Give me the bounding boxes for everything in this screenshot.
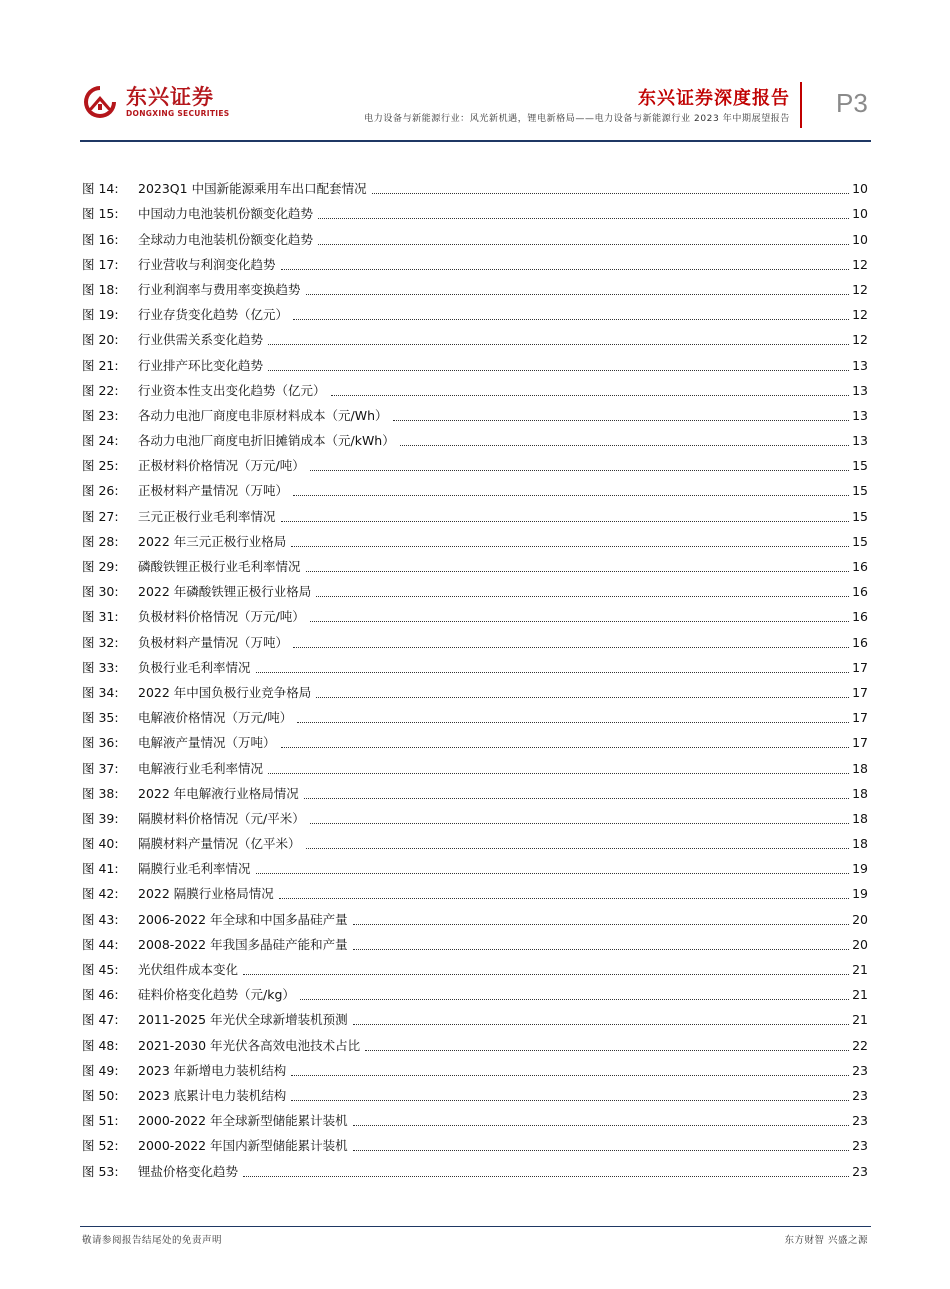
toc-entry[interactable] <box>82 1028 868 1053</box>
toc-figure-title[interactable]: 行业营收与利润变化趋势 <box>138 256 276 272</box>
toc-dot-leader <box>268 344 849 345</box>
toc-page-number[interactable]: 21 <box>852 1012 868 1028</box>
toc-entry[interactable] <box>82 323 868 348</box>
toc-dot-leader <box>304 798 849 799</box>
toc-dot-leader <box>372 193 850 194</box>
toc-entry[interactable] <box>82 1054 868 1079</box>
toc-figure-title[interactable]: 负极材料价格情况（万元/吨） <box>138 609 305 625</box>
toc-figure-label: 图 14: <box>82 181 119 197</box>
toc-entry[interactable] <box>82 600 868 625</box>
toc-dot-leader <box>306 571 850 572</box>
toc-figure-title[interactable]: 全球动力电池装机份额变化趋势 <box>138 231 314 247</box>
toc-entry[interactable] <box>82 978 868 1003</box>
toc-figure-title[interactable]: 2022 年磷酸铁锂正极行业格局 <box>138 584 312 600</box>
toc-figure-label: 图 27: <box>82 508 119 524</box>
report-brand-title: 东兴证券深度报告 <box>638 88 790 109</box>
toc-page-number[interactable]: 15 <box>852 533 868 549</box>
toc-figure-title[interactable]: 行业排产环比变化趋势 <box>138 357 264 373</box>
toc-figure-title[interactable]: 正极材料产量情况（万吨） <box>138 483 289 499</box>
toc-figure-label: 图 46: <box>82 987 119 1003</box>
toc-dot-leader <box>291 1075 849 1076</box>
toc-figure-label: 图 44: <box>82 936 119 952</box>
toc-page-number[interactable]: 23 <box>852 1113 868 1129</box>
toc-figure-label: 图 32: <box>82 634 119 650</box>
toc-entry[interactable] <box>82 172 868 197</box>
toc-figure-title[interactable]: 2000-2022 年全球新型储能累计装机 <box>138 1113 348 1129</box>
toc-figure-title[interactable]: 各动力电池厂商度电折旧摊销成本（元/kWh） <box>138 433 395 449</box>
toc-dot-leader <box>293 647 849 648</box>
toc-dot-leader <box>243 1176 849 1177</box>
toc-figure-label: 图 19: <box>82 307 119 323</box>
toc-figure-title[interactable]: 电解液产量情况（万吨） <box>138 735 276 751</box>
toc-page-number[interactable]: 12 <box>852 307 868 323</box>
toc-figure-label: 图 37: <box>82 760 119 776</box>
toc-page-number[interactable]: 21 <box>852 962 868 977</box>
toc-page-number[interactable]: 18 <box>852 810 868 826</box>
toc-entry[interactable] <box>82 222 868 247</box>
toc-dot-leader <box>256 672 850 673</box>
toc-page-number[interactable]: 10 <box>852 206 868 222</box>
toc-figure-title[interactable]: 光伏组件成本变化 <box>138 962 239 977</box>
toc-figure-label: 图 28: <box>82 533 119 549</box>
toc-entry[interactable] <box>82 374 868 399</box>
toc-figure-label: 图 33: <box>82 659 119 675</box>
toc-figure-label: 图 23: <box>82 407 119 423</box>
toc-entry[interactable] <box>82 625 868 650</box>
toc-page-number[interactable]: 21 <box>852 987 868 1003</box>
toc-entry[interactable] <box>82 751 868 776</box>
toc-page-number[interactable]: 18 <box>852 785 868 801</box>
toc-dot-leader <box>310 823 849 824</box>
toc-entry[interactable] <box>82 499 868 524</box>
toc-entry[interactable] <box>82 827 868 852</box>
toc-figure-title[interactable]: 行业存货变化趋势（亿元） <box>138 307 289 323</box>
toc-page-number[interactable]: 17 <box>852 735 868 751</box>
toc-entry[interactable] <box>82 525 868 550</box>
toc-entry[interactable] <box>82 928 868 953</box>
toc-entry[interactable] <box>82 273 868 298</box>
toc-figure-title[interactable]: 2023 底累计电力装机结构 <box>138 1087 287 1103</box>
figure-index-list <box>82 172 868 1180</box>
toc-page-number[interactable]: 10 <box>852 181 868 197</box>
toc-entry[interactable] <box>82 676 868 701</box>
toc-figure-title[interactable]: 三元正极行业毛利率情况 <box>138 508 276 524</box>
footer-rule <box>80 1226 871 1227</box>
company-logo <box>80 84 229 118</box>
toc-page-number[interactable]: 23 <box>852 1087 868 1103</box>
toc-entry[interactable] <box>82 1079 868 1104</box>
toc-entry[interactable] <box>82 197 868 222</box>
toc-page-number[interactable]: 18 <box>852 760 868 776</box>
toc-figure-title[interactable]: 2022 年三元正极行业格局 <box>138 533 287 549</box>
toc-figure-label: 图 48: <box>82 1037 119 1053</box>
toc-figure-title[interactable]: 行业资本性支出变化趋势（亿元） <box>138 382 326 398</box>
toc-page-number[interactable]: 12 <box>852 332 868 348</box>
toc-page-number[interactable]: 23 <box>852 1163 868 1179</box>
toc-figure-title[interactable]: 负极材料产量情况（万吨） <box>138 634 289 650</box>
toc-figure-label: 图 40: <box>82 836 119 852</box>
toc-entry[interactable] <box>82 474 868 499</box>
toc-dot-leader <box>306 848 850 849</box>
toc-dot-leader <box>318 244 849 245</box>
toc-dot-leader <box>297 722 849 723</box>
toc-dot-leader <box>291 546 849 547</box>
toc-figure-label: 图 34: <box>82 684 119 700</box>
toc-page-number[interactable]: 19 <box>852 886 868 902</box>
toc-figure-title[interactable]: 2006-2022 年全球和中国多晶硅产量 <box>138 911 348 927</box>
toc-figure-title[interactable]: 磷酸铁锂正极行业毛利率情况 <box>138 559 301 574</box>
toc-figure-title[interactable]: 行业利润率与费用率变换趋势 <box>138 281 301 297</box>
toc-entry[interactable] <box>82 348 868 373</box>
toc-dot-leader <box>293 319 849 320</box>
toc-page-number[interactable]: 13 <box>852 382 868 398</box>
toc-figure-title[interactable]: 各动力电池厂商度电非原材料成本（元/Wh） <box>138 407 388 423</box>
toc-entry[interactable] <box>82 902 868 927</box>
toc-dot-leader <box>281 747 850 748</box>
toc-figure-label: 图 16: <box>82 231 119 247</box>
toc-figure-label: 图 17: <box>82 256 119 272</box>
toc-figure-label: 图 45: <box>82 962 119 977</box>
toc-page-number[interactable]: 12 <box>852 281 868 297</box>
toc-figure-label: 图 50: <box>82 1087 119 1103</box>
header-rule <box>80 140 871 142</box>
toc-dot-leader <box>256 873 850 874</box>
toc-figure-label: 图 18: <box>82 281 119 297</box>
toc-dot-leader <box>281 521 850 522</box>
toc-entry[interactable] <box>82 424 868 449</box>
toc-figure-title[interactable]: 2023Q1 中国新能源乘用车出口配套情况 <box>138 181 367 197</box>
toc-dot-leader <box>293 495 849 496</box>
toc-entry[interactable] <box>82 726 868 751</box>
toc-dot-leader <box>300 999 849 1000</box>
toc-figure-label: 图 22: <box>82 382 119 398</box>
toc-figure-title[interactable]: 负极行业毛利率情况 <box>138 659 251 675</box>
logo-mark-icon <box>80 84 120 118</box>
toc-figure-label: 图 26: <box>82 483 119 499</box>
toc-figure-title[interactable]: 隔膜行业毛利率情况 <box>138 861 251 877</box>
toc-dot-leader <box>268 370 849 371</box>
toc-entry[interactable] <box>82 1104 868 1129</box>
toc-page-number[interactable]: 15 <box>852 508 868 524</box>
toc-figure-title[interactable]: 2022 年中国负极行业竞争格局 <box>138 684 312 700</box>
toc-dot-leader <box>353 924 849 925</box>
toc-figure-label: 图 41: <box>82 861 119 877</box>
toc-dot-leader <box>316 697 849 698</box>
toc-figure-label: 图 29: <box>82 559 119 574</box>
toc-page-number[interactable]: 23 <box>852 1062 868 1078</box>
logo-name-cn: 东兴证券 <box>126 84 214 109</box>
toc-entry[interactable] <box>82 575 868 600</box>
toc-figure-label: 图 30: <box>82 584 119 600</box>
toc-page-number[interactable]: 12 <box>852 256 868 272</box>
toc-entry[interactable] <box>82 399 868 424</box>
footer-disclaimer: 敬请参阅报告结尾处的免责声明 <box>82 1235 223 1246</box>
toc-dot-leader <box>291 1100 849 1101</box>
toc-figure-label: 图 35: <box>82 710 119 726</box>
toc-entry[interactable] <box>82 953 868 978</box>
toc-figure-label: 图 39: <box>82 810 119 826</box>
toc-figure-title[interactable]: 隔膜材料价格情况（元/平米） <box>138 810 305 826</box>
toc-page-number[interactable]: 15 <box>852 458 868 474</box>
toc-entry[interactable] <box>82 1129 868 1154</box>
report-subtitle: 电力设备与新能源行业：风光新机遇，锂电新格局——电力设备与新能源行业 2023 年中期展望报告 <box>364 114 790 124</box>
toc-figure-title[interactable]: 正极材料价格情况（万元/吨） <box>138 458 305 474</box>
toc-page-number[interactable]: 17 <box>852 684 868 700</box>
page-number: P3 <box>836 88 868 118</box>
toc-page-number[interactable]: 20 <box>852 911 868 927</box>
toc-dot-leader <box>353 949 849 950</box>
toc-dot-leader <box>306 294 850 295</box>
toc-dot-leader <box>318 218 849 219</box>
toc-page-number[interactable]: 16 <box>852 584 868 600</box>
toc-figure-title[interactable]: 2022 隔膜行业格局情况 <box>138 886 274 902</box>
toc-dot-leader <box>268 773 849 774</box>
toc-figure-title[interactable]: 2000-2022 年国内新型储能累计装机 <box>138 1138 348 1154</box>
toc-dot-leader <box>331 395 850 396</box>
toc-figure-label: 图 15: <box>82 206 119 222</box>
toc-dot-leader <box>353 1024 849 1025</box>
toc-dot-leader <box>310 621 849 622</box>
toc-page-number[interactable]: 17 <box>852 659 868 675</box>
toc-figure-title[interactable]: 2023 年新增电力装机结构 <box>138 1062 287 1078</box>
toc-figure-label: 图 42: <box>82 886 119 902</box>
toc-page-number[interactable]: 16 <box>852 634 868 650</box>
toc-figure-title[interactable]: 电解液价格情况（万元/吨） <box>138 710 293 726</box>
toc-page-number[interactable]: 19 <box>852 861 868 877</box>
toc-figure-label: 图 47: <box>82 1012 119 1028</box>
toc-entry[interactable] <box>82 651 868 676</box>
toc-figure-label: 图 20: <box>82 332 119 348</box>
toc-figure-title[interactable]: 硅料价格变化趋势（元/kg） <box>138 987 295 1003</box>
toc-figure-title[interactable]: 电解液行业毛利率情况 <box>138 760 264 776</box>
toc-figure-title[interactable]: 隔膜材料产量情况（亿平米） <box>138 836 301 852</box>
toc-figure-label: 图 25: <box>82 458 119 474</box>
toc-entry[interactable] <box>82 777 868 802</box>
toc-entry[interactable] <box>82 802 868 827</box>
toc-figure-label: 图 21: <box>82 357 119 373</box>
logo-name-en: DONGXING SECURITIES <box>126 108 230 118</box>
toc-figure-label: 图 52: <box>82 1138 119 1154</box>
toc-figure-title[interactable]: 2022 年电解液行业格局情况 <box>138 785 299 801</box>
toc-page-number[interactable]: 10 <box>852 231 868 247</box>
toc-figure-label: 图 43: <box>82 911 119 927</box>
toc-figure-label: 图 31: <box>82 609 119 625</box>
toc-page-number[interactable]: 13 <box>852 433 868 449</box>
toc-dot-leader <box>281 269 850 270</box>
toc-dot-leader <box>243 974 849 975</box>
toc-figure-label: 图 38: <box>82 785 119 801</box>
toc-dot-leader <box>400 445 849 446</box>
header-divider <box>800 82 802 128</box>
toc-figure-title[interactable]: 2021-2030 年光伏各高效电池技术占比 <box>138 1037 361 1053</box>
toc-figure-title[interactable]: 2011-2025 年光伏全球新增装机预测 <box>138 1012 348 1028</box>
toc-figure-label: 图 53: <box>82 1163 119 1179</box>
toc-entry[interactable] <box>82 248 868 273</box>
toc-figure-title[interactable]: 2008-2022 年我国多晶硅产能和产量 <box>138 936 348 952</box>
toc-figure-title[interactable]: 行业供需关系变化趋势 <box>138 332 264 348</box>
toc-dot-leader <box>310 470 849 471</box>
toc-figure-label: 图 51: <box>82 1113 119 1129</box>
toc-dot-leader <box>365 1050 849 1051</box>
toc-page-number[interactable]: 13 <box>852 407 868 423</box>
toc-figure-title[interactable]: 锂盐价格变化趋势 <box>138 1163 239 1179</box>
toc-dot-leader <box>353 1150 849 1151</box>
toc-entry[interactable] <box>82 701 868 726</box>
toc-page-number[interactable]: 20 <box>852 936 868 952</box>
toc-dot-leader <box>393 420 850 421</box>
toc-entry[interactable] <box>82 1154 868 1179</box>
toc-page-number[interactable]: 22 <box>852 1037 868 1053</box>
toc-figure-title[interactable]: 中国动力电池装机份额变化趋势 <box>138 206 314 222</box>
toc-figure-label: 图 49: <box>82 1062 119 1078</box>
toc-entry[interactable] <box>82 1003 868 1028</box>
toc-entry[interactable] <box>82 449 868 474</box>
toc-page-number[interactable]: 15 <box>852 483 868 499</box>
toc-page-number[interactable]: 23 <box>852 1138 868 1154</box>
toc-page-number[interactable]: 16 <box>852 559 868 574</box>
toc-entry[interactable] <box>82 852 868 877</box>
footer-slogan: 东方财智 兴盛之源 <box>784 1235 868 1246</box>
toc-dot-leader <box>353 1125 849 1126</box>
toc-figure-label: 图 24: <box>82 433 119 449</box>
toc-page-number[interactable]: 13 <box>852 357 868 373</box>
toc-dot-leader <box>279 898 849 899</box>
toc-entry[interactable] <box>82 877 868 902</box>
toc-entry[interactable] <box>82 550 868 575</box>
toc-figure-label: 图 36: <box>82 735 119 751</box>
toc-page-number[interactable]: 17 <box>852 710 868 726</box>
toc-entry[interactable] <box>82 298 868 323</box>
toc-page-number[interactable]: 16 <box>852 609 868 625</box>
toc-page-number[interactable]: 18 <box>852 836 868 852</box>
toc-dot-leader <box>316 596 849 597</box>
